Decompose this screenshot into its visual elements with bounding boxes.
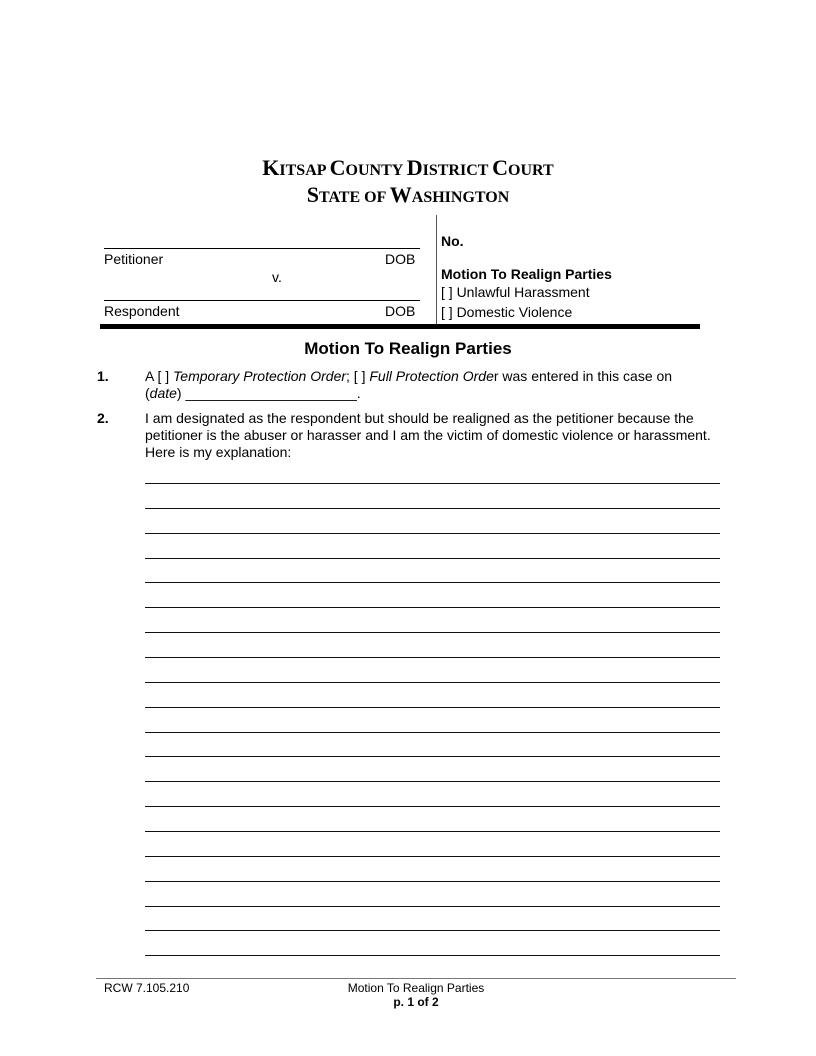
caption-bottom-rule (100, 324, 700, 329)
caption-form-title: Motion To Realign Parties (441, 266, 612, 282)
checkbox-unlawful-harassment[interactable] (441, 284, 590, 300)
explanation-line[interactable] (145, 806, 720, 807)
checkbox-label: Unlawful Harassment (456, 284, 590, 300)
explanation-line[interactable] (145, 955, 720, 956)
case-number-label: No. (441, 233, 464, 249)
court-name-part: ITSAP (279, 162, 330, 179)
explanation-line[interactable] (145, 682, 720, 683)
explanation-line[interactable] (145, 906, 720, 907)
footer-rule (96, 978, 736, 979)
explanation-line[interactable] (145, 930, 720, 931)
state-name-part: W (389, 182, 412, 207)
date-field[interactable]: ______________________ (185, 385, 357, 401)
court-name-part: C (329, 155, 346, 180)
state-name (0, 182, 816, 211)
explanation-line[interactable] (145, 558, 720, 559)
explanation-line[interactable] (145, 508, 720, 509)
explanation-line[interactable] (145, 881, 720, 882)
explanation-line[interactable] (145, 607, 720, 608)
explanation-line[interactable] (145, 781, 720, 782)
checkbox-box[interactable]: [ ] (441, 304, 453, 320)
petitioner-label: Petitioner (104, 251, 164, 267)
footer-page-number: p. 1 of 2 (393, 995, 439, 1009)
explanation-line[interactable] (145, 856, 720, 857)
court-name-part: K (262, 155, 280, 180)
full-order-option[interactable]: Full Protection Orde (369, 368, 494, 384)
footer-form-name: Motion To Realign Parties (347, 981, 485, 995)
state-name-part: TATE OF (318, 189, 390, 206)
explanation-line[interactable] (145, 732, 720, 733)
text-fragment: ; [ ] (346, 368, 370, 384)
temporary-order-option[interactable]: Temporary Protection Order (173, 368, 347, 384)
respondent-label: Respondent (104, 303, 180, 319)
explanation-line[interactable] (145, 831, 720, 832)
petitioner-name-field[interactable] (104, 248, 420, 249)
text-fragment: ) (176, 385, 186, 401)
explanation-line[interactable] (145, 632, 720, 633)
text-fragment: ( (145, 385, 150, 401)
explanation-line[interactable] (145, 533, 720, 534)
checkbox-box[interactable]: [ ] (441, 284, 453, 300)
state-name-part: S (306, 182, 319, 207)
court-name-part: ISTRICT (422, 162, 493, 179)
text-fragment: A [ ] (145, 368, 174, 384)
respondent-name-field[interactable] (104, 300, 420, 301)
text-fragment: . (356, 385, 361, 401)
petitioner-dob-label: DOB (385, 251, 416, 267)
court-name-part: D (406, 155, 423, 180)
document-heading: Motion To Realign Parties (304, 339, 512, 358)
explanation-line[interactable] (145, 657, 720, 658)
footer-statute: RCW 7.105.210 (104, 981, 190, 995)
state-name-part: ASHINGTON (411, 189, 510, 206)
checkbox-label: Domestic Violence (456, 304, 573, 320)
court-name-part: OUNTY (345, 162, 407, 179)
explanation-line[interactable] (145, 756, 720, 757)
explanation-line[interactable] (145, 483, 720, 484)
item-1-number: 1. (97, 368, 109, 384)
court-name-part: C (492, 155, 509, 180)
versus-label: v. (272, 269, 282, 285)
court-name-part: OURT (508, 162, 554, 179)
item-2-number: 2. (97, 410, 109, 426)
respondent-dob-label: DOB (385, 303, 416, 319)
date-label: date (149, 385, 177, 401)
item-1-text (145, 368, 725, 402)
caption-divider (436, 215, 437, 328)
checkbox-domestic-violence[interactable] (441, 304, 572, 320)
text-fragment: r was entered in this case on (493, 368, 673, 384)
court-name (0, 155, 816, 184)
explanation-line[interactable] (145, 707, 720, 708)
explanation-line[interactable] (145, 582, 720, 583)
item-2-text: I am designated as the respondent but should be realigned as the petitioner because the petitioner is the abuser or harasser and I am the victim of domestic violence or harassment. Here is my explanation: (145, 410, 711, 460)
